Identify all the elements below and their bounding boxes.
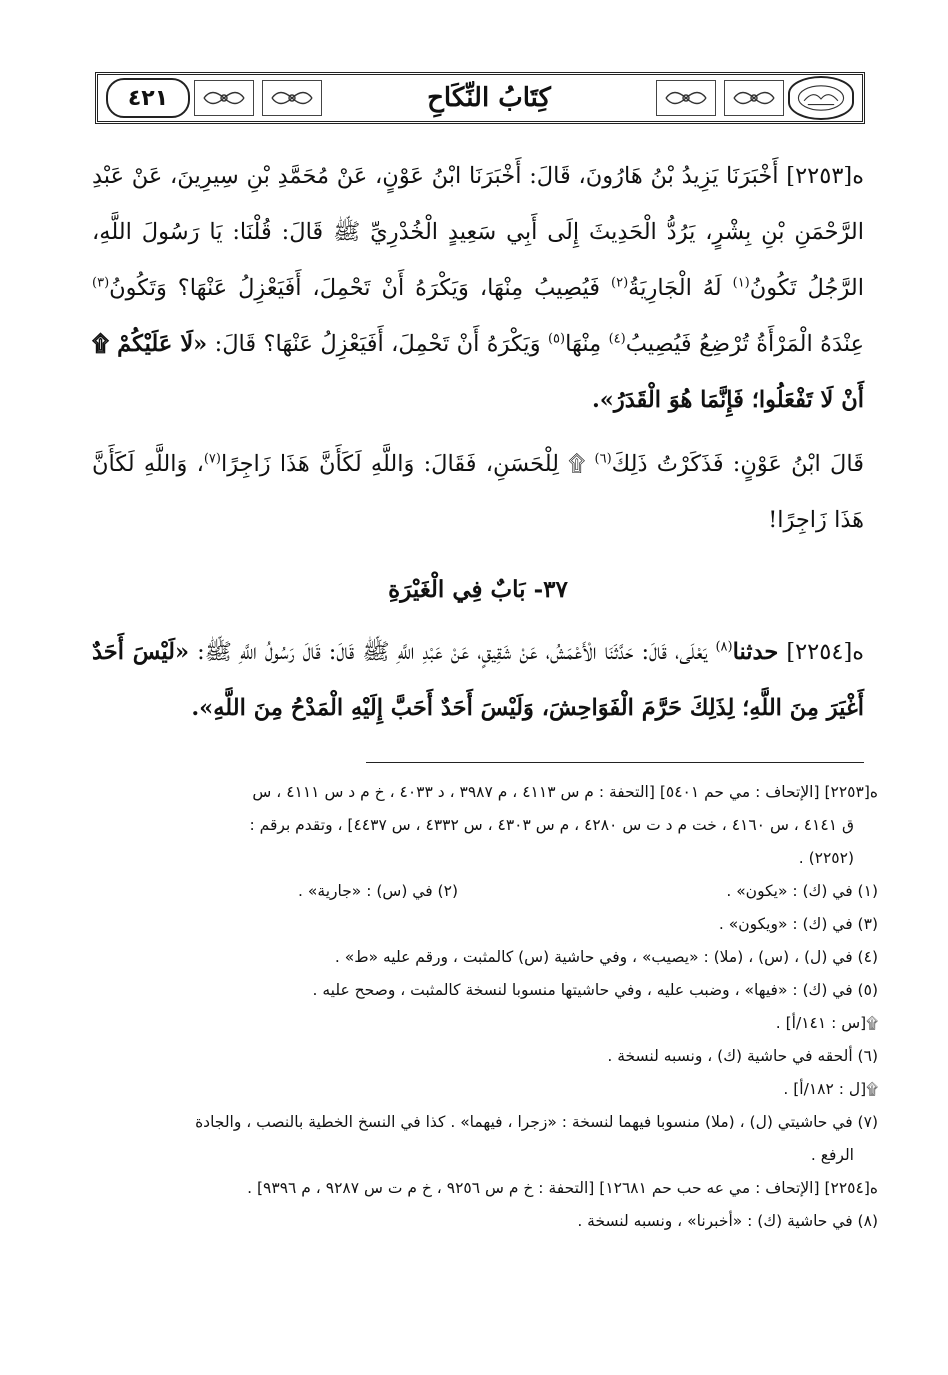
hadith-number: ە[٢٢٥٣] — [786, 163, 864, 189]
manuscript-marker: ۩[ل : ١٨٢/أ] . — [783, 1080, 878, 1098]
footnote-ref: (٢) — [611, 275, 629, 291]
footnote-ref: (٥) — [547, 331, 566, 347]
takhrij-2254: ە[٢٢٥٤] [الإتحاف : مي عه حب حم ١٢٦٨١] [التحفة : خ م س ٩٢٥٦ ، خ م ت س ٩٢٨٧ ، م ٩٣٩٦] . — [247, 1179, 878, 1197]
page-number: ٤٢١ — [106, 78, 190, 118]
book-title: كِتَابُ النِّكَاحِ — [427, 83, 551, 113]
comment-text: ، وَاللَّهِ لَكَأَنَّ هَذَا زَاجِرًا! — [92, 451, 864, 533]
footnotes — [72, 776, 878, 1238]
footnote-4: (٤) في (ل) ، (س) ، (ملا) : «يصيب» ، وفي حاشية (س) كالمثبت ، ورقم عليه «ط» . — [334, 948, 878, 966]
comment-text: ۩ لِلْحَسَنِ، فَقَالَ: وَاللَّهِ لَكَأَنَّ هَذَا زَاجِرًا — [220, 451, 586, 477]
footnote-ref: (١) — [732, 275, 750, 291]
hadith-text: لَهُ الْجَارِيَةُ — [628, 275, 722, 301]
footnote-8: (٨) في حاشية (ك) : «أخبرنا» ، ونسبه لنسخة . — [577, 1212, 878, 1230]
ornament-left-1-icon — [194, 80, 254, 116]
footnote-7: (٧) في حاشيتي (ل) ، (ملا) منسوبا فيهما لنسخة : «زجرا ، فيهما» . كذا في النسخ الخطية بالنصب ، والجادة — [195, 1113, 878, 1131]
hadith-text: أَخْبَرَنَا يَزِيدُ بْنُ هَارُونَ، قَالَ: أَخْبَرَنَا ابْنُ عَوْنٍ، عَنْ مُحَمَّدِ بْنِ سِيرِينَ، عَنْ عَبْدِ الرَّحْمَنِ بْنِ بِشْرٍ، يَرُدُّ الْحَدِيثَ إِلَى أَبِي سَعِيدٍ الْخُدْرِيِّ ﷺ قَالَ: قُلْنَا: يَا رَسُولَ اللَّهِ، الرَّجُلُ تَكُونُ — [92, 163, 864, 301]
footnote-6: (٦) ألحقه في حاشية (ك) ، ونسبه لنسخة . — [607, 1047, 878, 1065]
hadith-text: وَيَكْرَهُ أَنْ تَحْمِلَ، أَفَيَعْزِلُ عَنْهَا؟ قَالَ: — [214, 331, 541, 357]
footnote-divider — [366, 762, 864, 763]
hadith-number: ە[٢٢٥٤] — [786, 639, 865, 665]
footnote-ref: (٨) — [715, 639, 733, 655]
publisher-seal-icon — [788, 76, 854, 120]
footnote-5: (٥) في (ك) : «فيها» ، وضبب عليه ، وفي حاشيتها منسوبا لنسخة كالمثبت ، وصحح عليه . — [312, 981, 878, 999]
footnote-3: (٣) في (ك) : «ويكون» . — [718, 915, 878, 933]
ornament-left-2-icon — [262, 80, 322, 116]
footnote-1: (١) في (ك) : «يكون» . — [726, 882, 878, 900]
ornament-right-2-icon — [724, 80, 784, 116]
hadith-2253 — [92, 148, 864, 428]
footnote-ref: (٤) — [608, 331, 626, 347]
takhrij-2253-cont: (٢٢٥٢) . — [798, 849, 854, 867]
comment-text: قَالَ ابْنُ عَوْنٍ: فَذَكَرْتُ ذَلِكَ — [611, 451, 864, 477]
chapter-heading: ٣٧- بَابٌ فِي الْغَيْرَةِ — [388, 576, 568, 603]
prophetic-quote: «لَا عَلَيْكُمْ ۩ أَنْ لَا تَفْعَلُوا؛ فَإِنَّمَا هُوَ الْقَدَرُ». — [92, 331, 864, 413]
hadith-2254 — [92, 624, 864, 736]
footnote-ref: (٦) — [594, 451, 612, 467]
takhrij-2253: ە[٢٢٥٣] [الإتحاف : مي حم ٥٤٠١] [التحفة : م س ٤١١٣ ، م ٣٩٨٧ ، د ٤٠٣٣ ، خ م د س ٤١١١ ، س — [252, 783, 878, 801]
hadith-text: عِنْدَهُ الْمَرْأَةُ تُرْضِعُ فَيُصِيبُ — [625, 331, 864, 357]
footnote-7-cont: الرفع . — [810, 1146, 854, 1164]
running-header — [95, 72, 865, 124]
footnote-ref: (٣) — [92, 275, 110, 291]
manuscript-marker: ۩[س : ١٤١/أ] . — [775, 1014, 878, 1032]
hadith-text: مِنْهَا — [565, 331, 602, 357]
ornament-right-1-icon — [656, 80, 716, 116]
takhrij-2253-cont: ق ٤١٤١ ، س ٤١٦٠ ، خت م د ت س ٤٢٨٠ ، م س ٤٣٠٣ ، س ٤٣٣٢ ، س ٤٤٣٧] ، وتقدم برقم : — [249, 816, 854, 834]
prophetic-quote: «لَيْسَ أَحَدٌ أَغْيَرَ مِنَ اللَّهِ؛ لِذَلِكَ حَرَّمَ الْفَوَاحِشَ، وَلَيْسَ أَحَدٌ أَحَبَّ إِلَيْهِ الْمَدْحُ مِنَ اللَّهِ». — [92, 639, 864, 721]
footnote-ref: (٧) — [203, 451, 221, 467]
hadith-text: حدثنا — [732, 639, 779, 665]
hadith-2253-comment — [92, 436, 864, 548]
main-text — [92, 148, 864, 736]
footnote-2: (٢) في (س) : «جارية» . — [298, 882, 458, 900]
footnote-row — [72, 875, 878, 908]
hadith-text: فَيُصِيبُ مِنْهَا، وَيَكْرَهُ أَنْ تَحْمِلَ، أَفَيَعْزِلُ عَنْهَا؟ وَتَكُونُ — [109, 275, 601, 301]
hadith-text: يَعْلَى، قَالَ: حَدَّثَنَا الْأَعْمَشُ، عَنْ شَقِيقٍ، عَنْ عَبْدِ اللَّهِ ﷺ قَالَ: قَالَ رَسُولُ اللَّهِ ﷺ: — [197, 639, 708, 665]
